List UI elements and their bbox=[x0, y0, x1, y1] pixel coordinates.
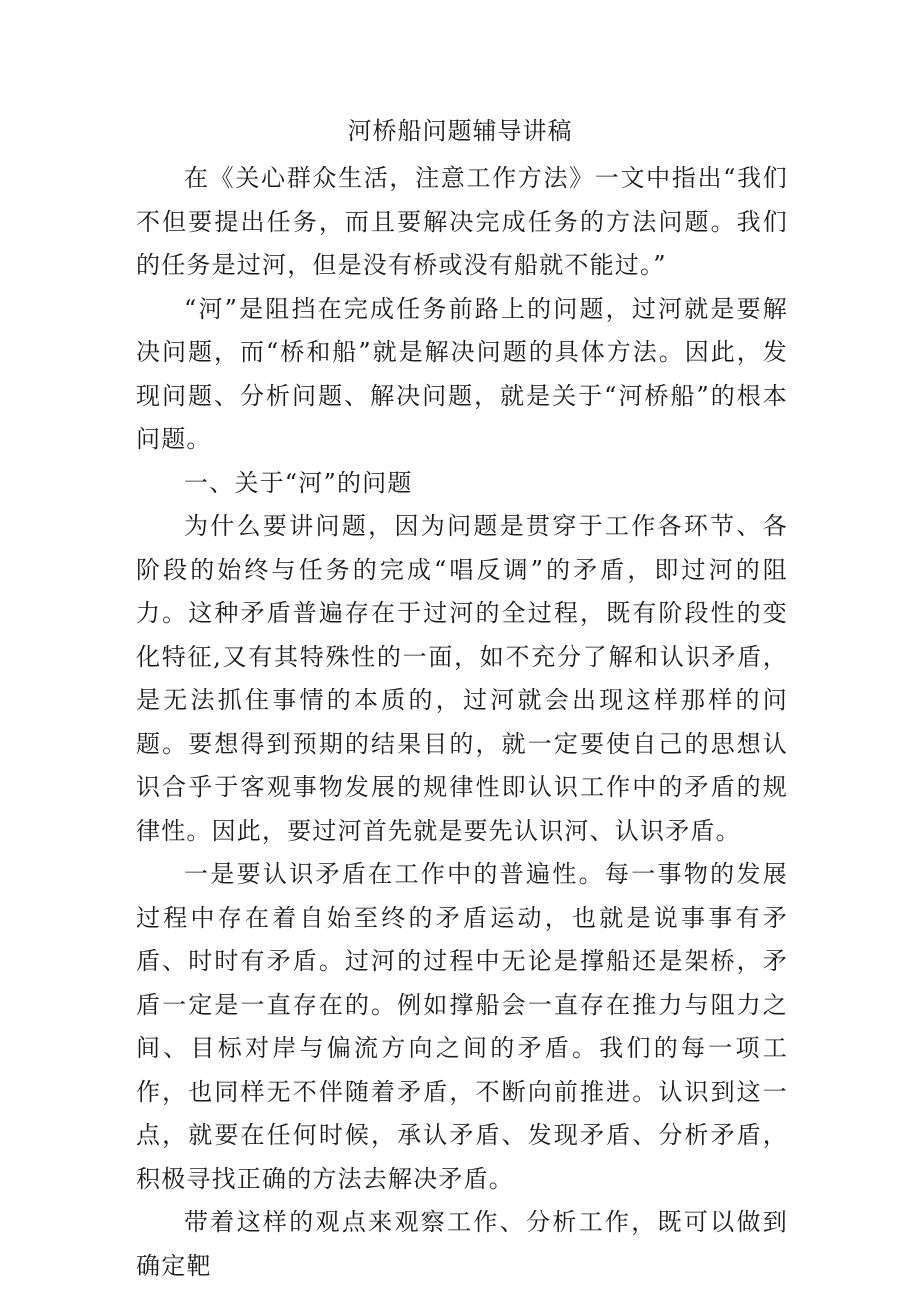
paragraph-4: 一是要认识矛盾在工作中的普遍性。每一事物的发展过程中存在着自始至终的矛盾运动，也就是说事事有矛盾、时时有矛盾。过河的过程中无论是撑船还是架桥，矛盾一定是一直存在的。例如撑船会一直存在推力与阻力之间、目标对岸与偏流方向之间的矛盾。我们的每一项工作，也同样无不伴随着矛盾，不断向前推进。认识到这一点，就要在任何时候，承认矛盾、发现矛盾、分析矛盾，积极寻找正确的方法去解决矛盾。 bbox=[136, 860, 788, 1193]
paragraph-5: 带着这样的观点来观察工作、分析工作，既可以做到确定靶 bbox=[136, 1208, 788, 1280]
paragraph-2: “河”是阻挡在完成任务前路上的问题，过河就是要解决问题，而“桥和船”就是解决问题的具体方法。因此，发现问题、分析问题、解决问题，就是关于“河桥船”的根本问题。 bbox=[136, 294, 788, 453]
document-title: 河桥船问题辅导讲稿 bbox=[347, 117, 573, 145]
paragraph-3: 为什么要讲问题，因为问题是贯穿于工作各环节、各阶段的始终与任务的完成“唱反调”的矛盾，即过河的阻力。这种矛盾普遍存在于过河的全过程，既有阶段性的变化特征,又有其特殊性的一面，如不充分了解和认识矛盾，是无法抓住事情的本质的，过河就会出现这样那样的问题。要想得到预期的结果目的，就一定要使自己的思想认识合乎于客观事物发展的规律性即认识工作中的矛盾的规律性。因此，要过河首先就是要先认识河、认识矛盾。 bbox=[136, 512, 788, 845]
section-heading: 一、关于“河”的问题 bbox=[184, 468, 413, 497]
document-body bbox=[136, 157, 788, 1288]
paragraph-1: 在《关心群众生活，注意工作方法》一文中指出“我们不但要提出任务，而且要解决完成任务的方法问题。我们的任务是过河，但是没有桥或没有船就不能过。” bbox=[136, 164, 788, 279]
